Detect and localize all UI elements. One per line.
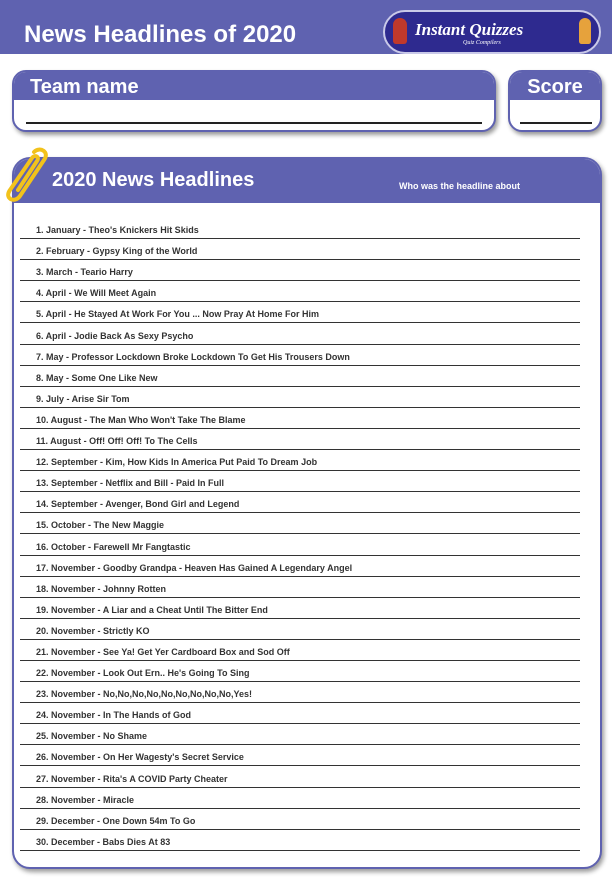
score-answer-line[interactable]: [520, 122, 592, 124]
question-text: 23. November - No,No,No,No,No,No,No,No,No,Yes!: [36, 689, 253, 700]
team-name-label: Team name: [30, 76, 139, 98]
question-text: 6. April - Jodie Back As Sexy Psycho: [36, 330, 194, 341]
question-row[interactable]: [20, 345, 580, 366]
question-row[interactable]: [20, 218, 580, 239]
question-text: 15. October - The New Maggie: [36, 520, 165, 531]
question-row[interactable]: [20, 766, 580, 787]
paperclip-icon: [4, 146, 48, 206]
question-row[interactable]: [20, 598, 580, 619]
question-row[interactable]: [20, 260, 580, 281]
question-row[interactable]: [20, 640, 580, 661]
question-row[interactable]: [20, 724, 580, 745]
question-row[interactable]: [20, 450, 580, 471]
question-row[interactable]: [20, 387, 580, 408]
question-list: [20, 218, 580, 851]
question-row[interactable]: [20, 492, 580, 513]
question-text: 27. November - Rita's A COVID Party Cheater: [36, 773, 228, 784]
question-text: 1. January - Theo's Knickers Hit Skids: [36, 225, 199, 236]
team-name-answer-line[interactable]: [26, 122, 482, 124]
question-row[interactable]: [20, 830, 580, 851]
logo-figure-right: [579, 18, 591, 44]
score-box: [508, 70, 602, 132]
page-title: News Headlines of 2020: [24, 21, 297, 48]
question-row[interactable]: [20, 556, 580, 577]
questions-header: [14, 159, 600, 203]
questions-subtitle: Who was the headline about: [399, 181, 521, 191]
question-text: 19. November - A Liar and a Cheat Until The Bitter End: [36, 604, 268, 615]
question-text: 3. March - Teario Harry: [36, 267, 133, 278]
question-text: 29. December - One Down 54m To Go: [36, 815, 196, 826]
question-text: 28. November - Miracle: [36, 794, 135, 805]
question-text: 12. September - Kim, How Kids In America Put Paid To Dream Job: [36, 457, 318, 468]
logo-figure-left: [393, 18, 407, 44]
question-text: 9. July - Arise Sir Tom: [36, 393, 130, 404]
question-row[interactable]: [20, 661, 580, 682]
question-text: 17. November - Goodby Grandpa - Heaven Has Gained A Legendary Angel: [36, 562, 353, 573]
question-text: 24. November - In The Hands of God: [36, 710, 192, 721]
question-row[interactable]: [20, 577, 580, 598]
question-text: 20. November - Strictly KO: [36, 625, 150, 636]
question-row[interactable]: [20, 788, 580, 809]
question-row[interactable]: [20, 682, 580, 703]
question-text: 5. April - He Stayed At Work For You ... Now Pray At Home For Him: [36, 309, 320, 320]
question-row[interactable]: [20, 619, 580, 640]
team-name-box: [12, 70, 496, 132]
question-row[interactable]: [20, 513, 580, 534]
question-text: 30. December - Babs Dies At 83: [36, 836, 171, 847]
question-row[interactable]: [20, 366, 580, 387]
logo-tagline: Quiz Compilers: [463, 40, 501, 46]
questions-title: 2020 News Headlines: [52, 169, 255, 191]
question-row[interactable]: [20, 471, 580, 492]
question-row[interactable]: [20, 323, 580, 344]
question-text: 11. August - Off! Off! Off! To The Cells: [36, 436, 198, 447]
question-text: 10. August - The Man Who Won't Take The Blame: [36, 414, 246, 425]
score-label: Score: [527, 76, 583, 98]
logo-brand: Instant Quizzes: [415, 20, 524, 39]
question-row[interactable]: [20, 281, 580, 302]
question-row[interactable]: [20, 408, 580, 429]
question-row[interactable]: [20, 703, 580, 724]
question-row[interactable]: [20, 809, 580, 830]
question-text: 18. November - Johnny Rotten: [36, 583, 167, 594]
question-text: 8. May - Some One Like New: [36, 372, 158, 383]
question-row[interactable]: [20, 302, 580, 323]
score-header: [510, 72, 600, 100]
question-row[interactable]: [20, 534, 580, 555]
instant-quizzes-logo: [383, 10, 601, 54]
question-text: 7. May - Professor Lockdown Broke Lockdown To Get His Trousers Down: [36, 351, 350, 362]
question-text: 13. September - Netflix and Bill - Paid In Full: [36, 478, 225, 489]
question-row[interactable]: [20, 239, 580, 260]
question-text: 26. November - On Her Wagesty's Secret Service: [36, 752, 244, 763]
question-text: 16. October - Farewell Mr Fangtastic: [36, 541, 191, 552]
question-row[interactable]: [20, 429, 580, 450]
question-text: 21. November - See Ya! Get Yer Cardboard Box and Sod Off: [36, 646, 290, 657]
question-text: 22. November - Look Out Ern.. He's Going To Sing: [36, 668, 250, 679]
team-name-header: [14, 72, 494, 100]
question-text: 25. November - No Shame: [36, 731, 148, 742]
question-text: 4. April - We Will Meet Again: [36, 288, 157, 299]
question-text: 14. September - Avenger, Bond Girl and Legend: [36, 499, 240, 510]
question-text: 2. February - Gypsy King of the World: [36, 246, 198, 257]
question-row[interactable]: [20, 745, 580, 766]
